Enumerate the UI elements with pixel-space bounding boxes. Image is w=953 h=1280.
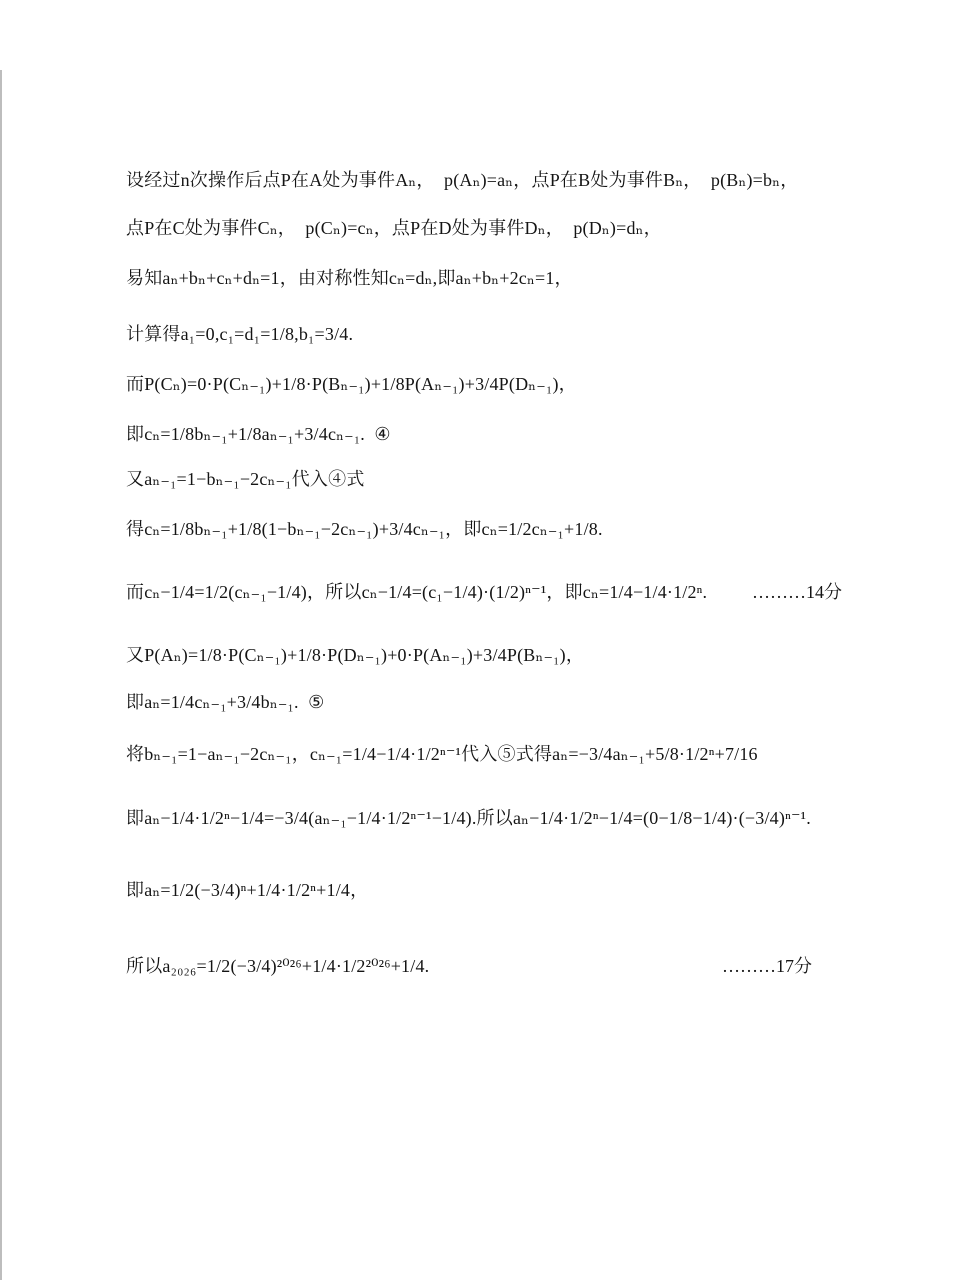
- page-left-edge: [0, 70, 2, 1280]
- solution-line-10: 又P(Aₙ)=1/8·P(Cₙ₋₁)+1/8·P(Dₙ₋₁)+0·P(Aₙ₋₁)+3/4P(Bₙ₋₁)，: [126, 645, 585, 665]
- solution-line-5: 而P(Cₙ)=0·P(Cₙ₋₁)+1/8·P(Bₙ₋₁)+1/8P(Aₙ₋₁)+3/4P(Dₙ₋₁)，: [126, 374, 577, 394]
- solution-line-6: 即cₙ=1/8bₙ₋₁+1/8aₙ₋₁+3/4cₙ₋₁. ④: [126, 424, 391, 444]
- solution-line-2: 点P在C处为事件Cₙ， p(Cₙ)=cₙ，点P在D处为事件Dₙ， p(Dₙ)=dₙ，: [126, 218, 662, 238]
- solution-line-15: 所以a₂₀₂₆=1/2(−3/4)²⁰²⁶+1/4·1/2²⁰²⁶+1/4.: [126, 956, 430, 976]
- solution-line-4: 计算得a₁=0,c₁=d₁=1/8,b₁=3/4.: [126, 324, 354, 344]
- solution-line-9: 而cₙ−1/4=1/2(cₙ₋₁−1/4)，所以cₙ−1/4=(c₁−1/4)·(1/2)ⁿ⁻¹，即cₙ=1/4−1/4·1/2ⁿ.: [126, 582, 708, 602]
- score-mark-17: ………17分: [722, 956, 812, 976]
- solution-line-12: 将bₙ₋₁=1−aₙ₋₁−2cₙ₋₁，cₙ₋₁=1/4−1/4·1/2ⁿ⁻¹代入⑤式得aₙ=−3/4aₙ₋₁+5/8·1/2ⁿ+7/16: [126, 744, 758, 764]
- score-mark-14: ………14分: [752, 582, 842, 602]
- solution-line-14: 即aₙ=1/2(−3/4)ⁿ+1/4·1/2ⁿ+1/4，: [126, 880, 369, 900]
- solution-line-1: 设经过n次操作后点P在A处为事件Aₙ， p(Aₙ)=aₙ，点P在B处为事件Bₙ， p(Bₙ)=bₙ，: [126, 170, 799, 190]
- solution-line-7: 又aₙ₋₁=1−bₙ₋₁−2cₙ₋₁代入④式: [126, 469, 365, 489]
- solution-line-3: 易知aₙ+bₙ+cₙ+dₙ=1，由对称性知cₙ=dₙ,即aₙ+bₙ+2cₙ=1，: [126, 268, 573, 288]
- solution-line-11: 即aₙ=1/4cₙ₋₁+3/4bₙ₋₁. ⑤: [126, 692, 325, 712]
- solution-line-13: 即aₙ−1/4·1/2ⁿ−1/4=−3/4(aₙ₋₁−1/4·1/2ⁿ⁻¹−1/4).所以aₙ−1/4·1/2ⁿ−1/4=(0−1/8−1/4)·(−3/4)ⁿ⁻¹.: [126, 808, 811, 828]
- solution-line-8: 得cₙ=1/8bₙ₋₁+1/8(1−bₙ₋₁−2cₙ₋₁)+3/4cₙ₋₁，即cₙ=1/2cₙ₋₁+1/8.: [126, 519, 603, 539]
